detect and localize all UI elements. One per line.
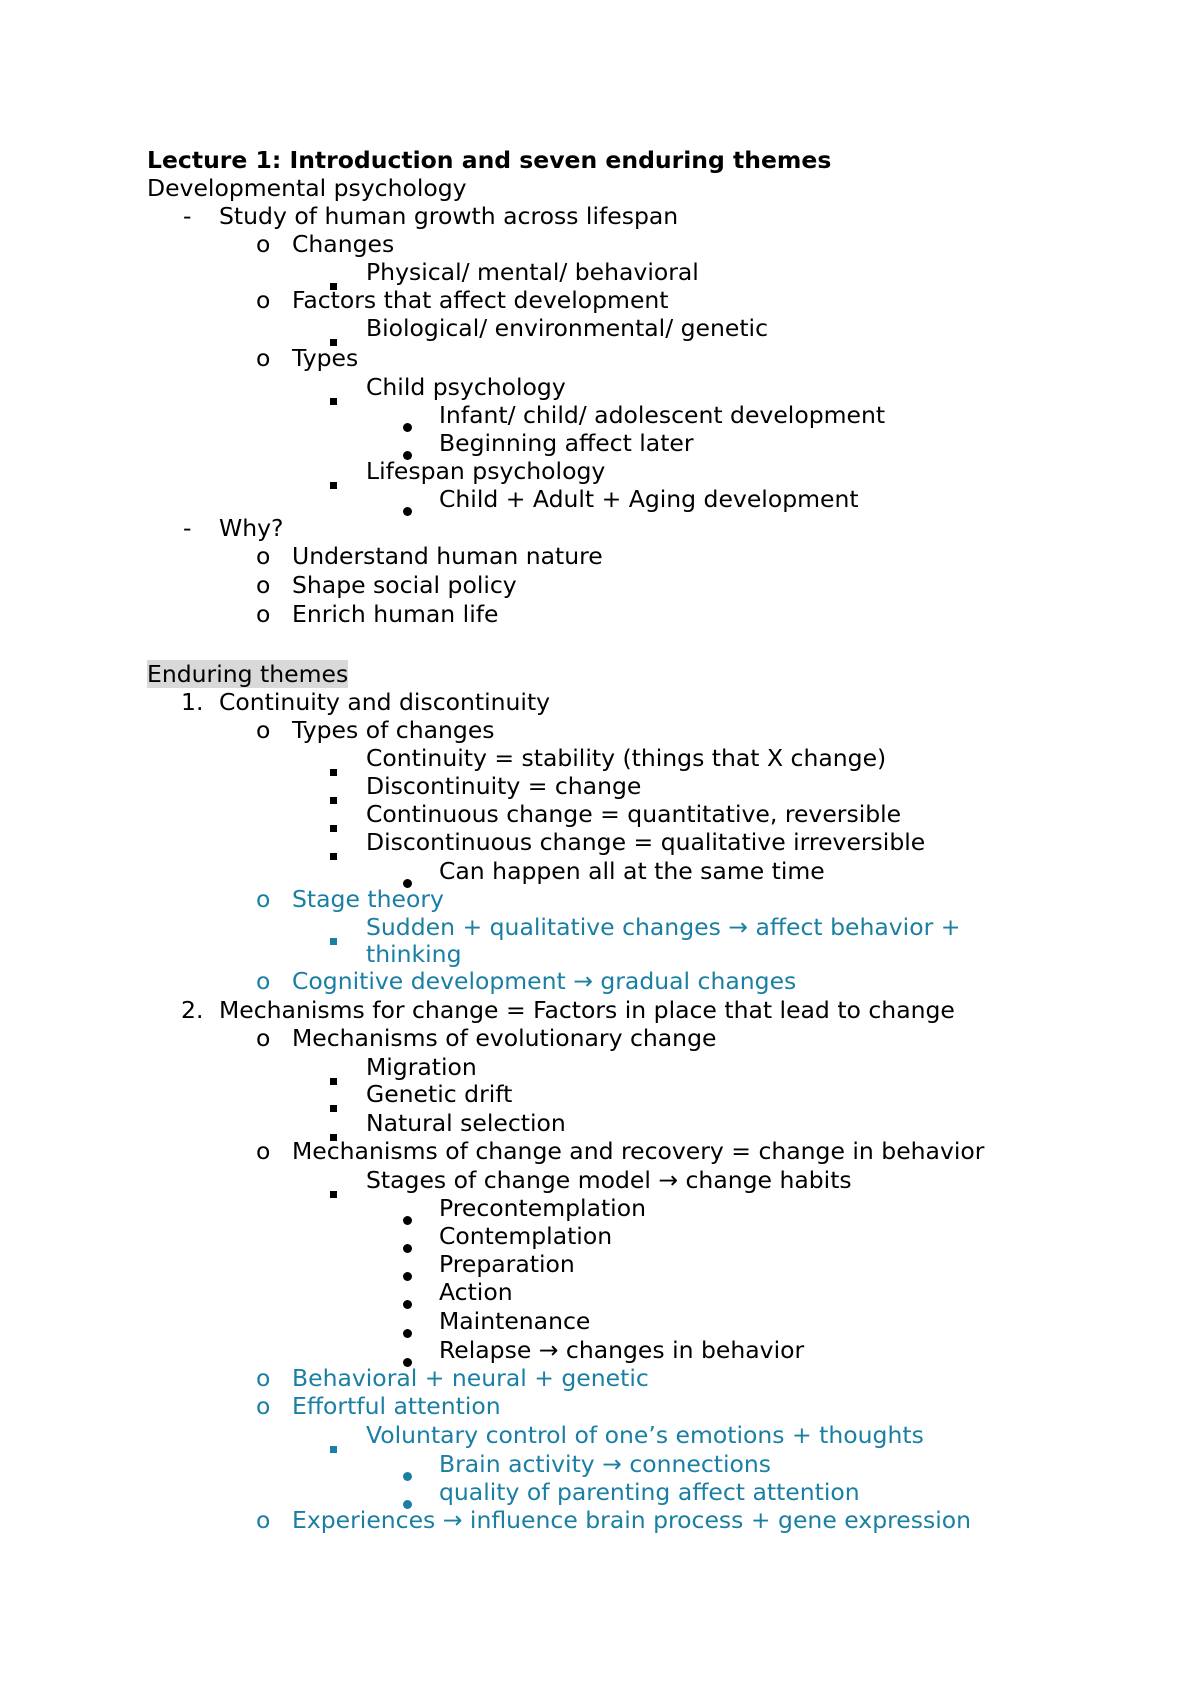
- outline-text: Discontinuity = change: [366, 772, 642, 800]
- dash-bullet-icon: -: [183, 202, 192, 230]
- round-bullet-icon: [403, 494, 412, 522]
- outline-text: Experiences → influence brain process + gene expression: [292, 1506, 972, 1534]
- outline-text: Contemplation: [439, 1222, 613, 1250]
- square-bullet-icon: [330, 383, 337, 411]
- square-bullet-icon: [330, 923, 337, 951]
- outline-text: Migration: [366, 1053, 477, 1081]
- outline-text: Shape social policy: [292, 571, 517, 599]
- outline-text: Changes: [292, 230, 395, 258]
- circle-bullet-icon: o: [256, 716, 271, 744]
- outline-text: Behavioral + neural + genetic: [292, 1364, 649, 1392]
- round-bullet-icon: [403, 1287, 412, 1315]
- outline-text: Factors that affect development: [292, 286, 669, 314]
- outline-text: Cognitive development → gradual changes: [292, 967, 797, 995]
- circle-bullet-icon: o: [256, 1392, 271, 1420]
- square-bullet-icon: [330, 754, 337, 782]
- circle-bullet-icon: o: [256, 1024, 271, 1052]
- square-bullet-icon: [330, 1176, 337, 1204]
- square-bullet-icon: [330, 467, 337, 495]
- outline-text: Voluntary control of one’s emotions + thoughts: [366, 1421, 924, 1449]
- outline-text: Mechanisms of evolutionary change: [292, 1024, 717, 1052]
- outline-text: Lifespan psychology: [366, 457, 606, 485]
- outline-text: Study of human growth across lifespan: [219, 202, 679, 230]
- outline-text: Continuity = stability (things that X change): [366, 744, 887, 772]
- circle-bullet-icon: o: [256, 1364, 271, 1392]
- list-number: 1.: [181, 688, 204, 716]
- circle-bullet-icon: o: [256, 967, 271, 995]
- outline-text: Action: [439, 1278, 513, 1306]
- outline-text: Mechanisms for change = Factors in place that lead to change: [219, 996, 955, 1024]
- circle-bullet-icon: o: [256, 571, 271, 599]
- outline-text: Precontemplation: [439, 1194, 646, 1222]
- round-bullet-icon: [403, 410, 412, 438]
- outline-text: Discontinuous change = qualitative irreversible: [366, 828, 926, 856]
- dash-bullet-icon: -: [183, 514, 192, 542]
- outline-text: Child + Adult + Aging development: [439, 485, 859, 513]
- outline-text: thinking: [366, 940, 462, 968]
- square-bullet-icon: [330, 1431, 337, 1459]
- list-number: 2.: [181, 996, 204, 1024]
- outline-text: Brain activity → connections: [439, 1450, 772, 1478]
- square-bullet-icon: [330, 810, 337, 838]
- square-bullet-icon: [330, 838, 337, 866]
- outline-text: Stages of change model → change habits: [366, 1166, 852, 1194]
- circle-bullet-icon: o: [256, 600, 271, 628]
- outline-text: Maintenance: [439, 1307, 591, 1335]
- outline-text: Why?: [219, 514, 284, 542]
- round-bullet-icon: [403, 1259, 412, 1287]
- outline-text: Child psychology: [366, 373, 566, 401]
- document-title-text: Lecture 1: Introduction and seven enduring themes: [147, 146, 832, 174]
- outline-text: Biological/ environmental/ genetic: [366, 314, 768, 342]
- outline-text: Types of changes: [292, 716, 495, 744]
- circle-bullet-icon: o: [256, 344, 271, 372]
- circle-bullet-icon: o: [256, 230, 271, 258]
- outline-text: Understand human nature: [292, 542, 603, 570]
- round-bullet-icon: [403, 1203, 412, 1231]
- circle-bullet-icon: o: [256, 1137, 271, 1165]
- outline-text: Sudden + qualitative changes → affect behavior +: [366, 913, 961, 941]
- document-subtitle-text: Developmental psychology: [147, 174, 467, 202]
- circle-bullet-icon: o: [256, 286, 271, 314]
- outline-text: Genetic drift: [366, 1080, 513, 1108]
- outline-text: Infant/ child/ adolescent development: [439, 401, 886, 429]
- square-bullet-icon: [330, 782, 337, 810]
- outline-text: Continuous change = quantitative, reversible: [366, 800, 902, 828]
- round-bullet-icon: [403, 1231, 412, 1259]
- circle-bullet-icon: o: [256, 1506, 271, 1534]
- outline-text: Preparation: [439, 1250, 575, 1278]
- outline-text: Mechanisms of change and recovery = change in behavior: [292, 1137, 985, 1165]
- outline-text: quality of parenting affect attention: [439, 1478, 860, 1506]
- outline-text: Beginning affect later: [439, 429, 694, 457]
- circle-bullet-icon: o: [256, 885, 271, 913]
- round-bullet-icon: [403, 1459, 412, 1487]
- outline-text: Continuity and discontinuity: [219, 688, 551, 716]
- square-bullet-icon: [330, 1090, 337, 1118]
- outline-text: Relapse → changes in behavior: [439, 1336, 805, 1364]
- round-bullet-icon: [403, 1316, 412, 1344]
- outline-text: Can happen all at the same time: [439, 857, 825, 885]
- outline-text: Natural selection: [366, 1109, 566, 1137]
- outline-text: Types: [292, 344, 359, 372]
- outline-text: Enrich human life: [292, 600, 499, 628]
- square-bullet-icon: [330, 1063, 337, 1091]
- section-heading: Enduring themes: [147, 660, 349, 688]
- circle-bullet-icon: o: [256, 542, 271, 570]
- outline-text: Physical/ mental/ behavioral: [366, 258, 699, 286]
- outline-text: Stage theory: [292, 885, 444, 913]
- outline-text: Effortful attention: [292, 1392, 501, 1420]
